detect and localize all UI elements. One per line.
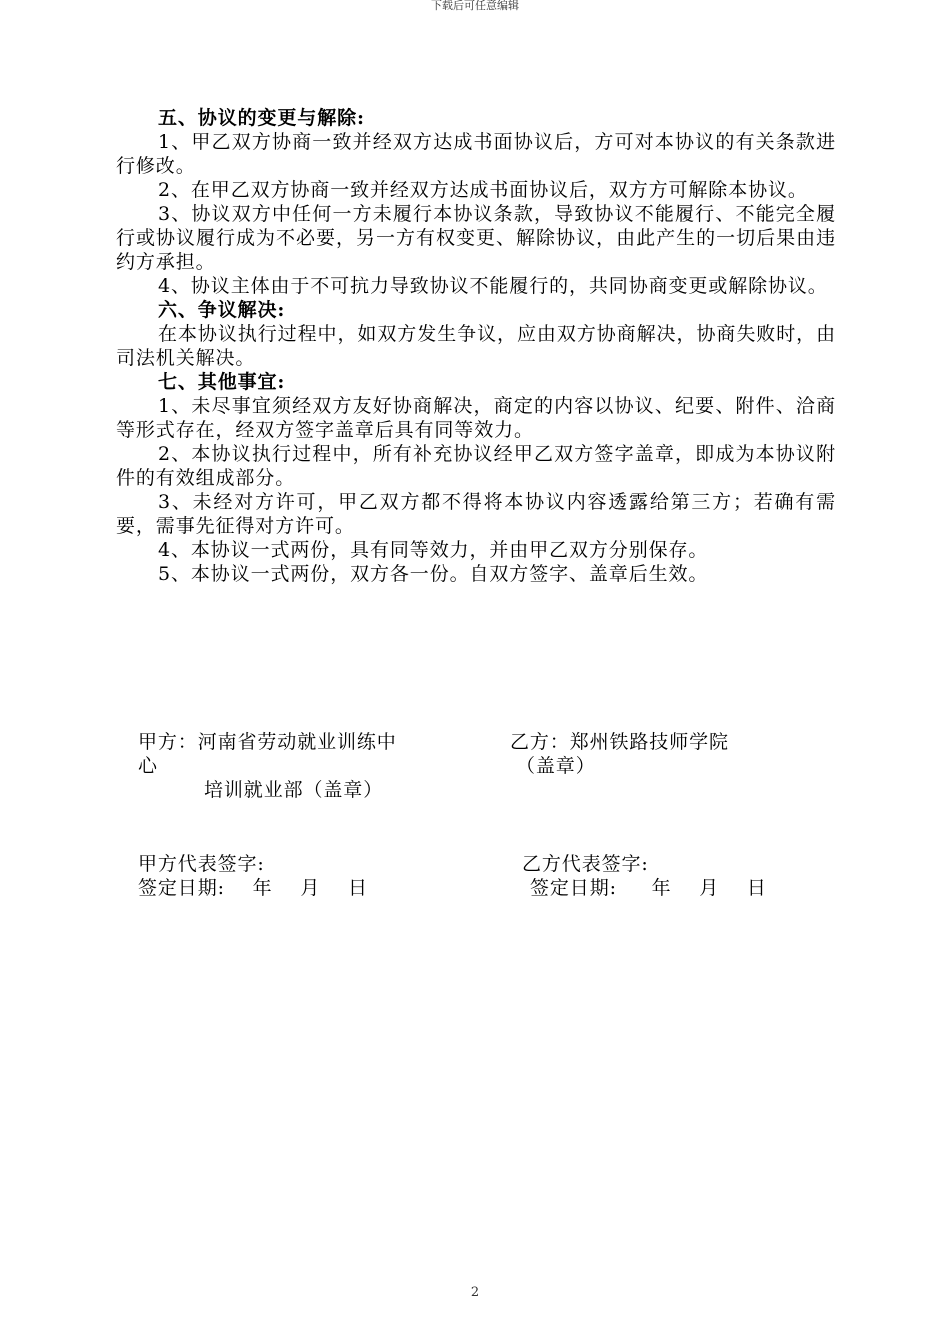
agreement-body <box>116 106 836 586</box>
header-note: 下载后可任意编辑 <box>431 0 519 12</box>
clause-paragraph: 3、协议双方中任何一方未履行本协议条款，导致协议不能履行、不能完全履行或协议履行成为不必要，另一方有权变更、解除协议，由此产生的一切后果由违约方承担。 <box>116 203 836 273</box>
section-heading: 五、协议的变更与解除: <box>158 107 365 129</box>
party-a-representative-signature: 甲方代表签字: <box>138 853 265 875</box>
party-a-department: 培训就业部（盖章） <box>204 779 384 801</box>
party-b-name: 乙方：郑州铁路技师学院 <box>510 731 729 753</box>
page-number: 2 <box>470 1285 480 1300</box>
party-b-sign-date: 签定日期: 年 月 日 <box>530 877 767 899</box>
party-b-seal: （盖章） <box>516 755 596 777</box>
clause-paragraph: 5、本协议一式两份，双方各一份。自双方签字、盖章后生效。 <box>158 563 709 585</box>
section-heading: 七、其他事宜: <box>158 371 286 393</box>
clause-paragraph: 2、在甲乙双方协商一致并经双方达成书面协议后，双方方可解除本协议。 <box>158 179 808 201</box>
section-5 <box>116 106 836 298</box>
clause-paragraph: 3、未经对方许可，甲乙双方都不得将本协议内容透露给第三方；若确有需要，需事先征得对方许可。 <box>116 491 836 537</box>
party-a-name-continued: 心 <box>138 755 158 777</box>
clause-paragraph: 1、未尽事宜须经双方友好协商解决，商定的内容以协议、纪要、附件、洽商等形式存在，经双方签字盖章后具有同等效力。 <box>116 395 836 441</box>
clause-paragraph: 4、协议主体由于不可抗力导致协议不能履行的，共同协商变更或解除协议。 <box>158 275 828 297</box>
party-b-representative-signature: 乙方代表签字: <box>522 853 649 875</box>
party-a-name: 甲方：河南省劳动就业训练中 <box>138 731 397 753</box>
clause-paragraph: 2、本协议执行过程中，所有补充协议经甲乙双方签字盖章，即成为本协议附件的有效组成部分。 <box>116 443 836 489</box>
section-7 <box>116 370 836 586</box>
clause-paragraph: 在本协议执行过程中，如双方发生争议，应由双方协商解决，协商失败时，由司法机关解决。 <box>116 323 836 369</box>
section-heading: 六、争议解决: <box>158 299 286 321</box>
section-6 <box>116 298 836 370</box>
clause-paragraph: 1、甲乙双方协商一致并经双方达成书面协议后，方可对本协议的有关条款进行修改。 <box>116 131 836 177</box>
party-a-sign-date: 签定日期: 年 月 日 <box>138 877 368 899</box>
clause-paragraph: 4、本协议一式两份，具有同等效力，并由甲乙双方分别保存。 <box>158 539 709 561</box>
